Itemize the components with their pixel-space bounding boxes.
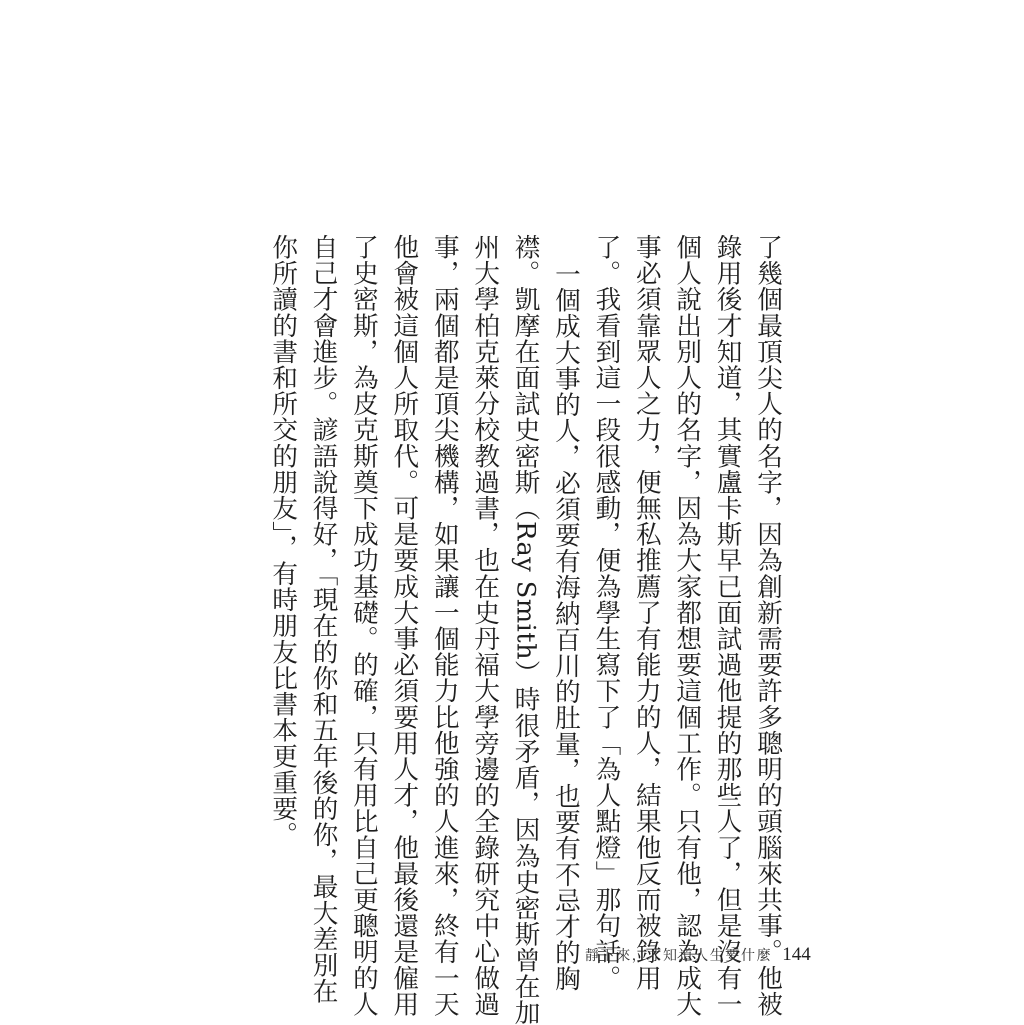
text-line: 自己才會進步。諺語說得好，「現在的你和五年後的你，最大差別在 — [308, 234, 339, 1005]
text-line: 一個成大事的人，必須要有海納百川的肚量，也要有不忌才的胸 — [550, 260, 581, 992]
text-line: 襟。凱摩在面試史密斯（Ray Smith）時很矛盾，因為史密斯曾在加 — [510, 234, 541, 1025]
text-line: 了幾個最頂尖人的名字，因為創新需要許多聰明的頭腦來共事。他被 — [753, 234, 783, 1017]
text-line: 了。我看到這一段很感動，便為學生寫下了「為人點燈」那句話。 — [591, 234, 622, 991]
running-title: 靜下來，才知道人生要什麼 — [585, 948, 773, 964]
text-line: 州大學柏克萊分校教過書，也在史丹福大學旁邊的全錄研究中心做過 — [470, 234, 501, 1017]
page-footer — [585, 944, 811, 972]
text-line: 他會被這個人所取代。可是要成大事必須要用人才，他最後還是僱用 — [389, 234, 420, 1017]
text-line: 你所讀的書和所交的朋友」，有時朋友比書本更重要。 — [268, 234, 299, 848]
text-line: 個人說出別人的名字，因為大家都想要這個工作。只有他，認為成大 — [672, 234, 703, 1017]
text-line: 事必須靠眾人之力，便無私推薦了有能力的人，結果他反而被錄用 — [631, 234, 662, 991]
text-line: 了史密斯，為皮克斯奠下成功基礎。的確，只有用比自己更聰明的人 — [348, 234, 379, 1017]
page-number: 144 — [782, 944, 811, 965]
text-line: 事，兩個都是頂尖機構，如果讓一個能力比他強的人進來，終有一天 — [429, 234, 460, 1017]
text-line: 錄用後才知道，其實盧卡斯早已面試過他提的那些人了，但是沒有一 — [712, 234, 743, 1017]
